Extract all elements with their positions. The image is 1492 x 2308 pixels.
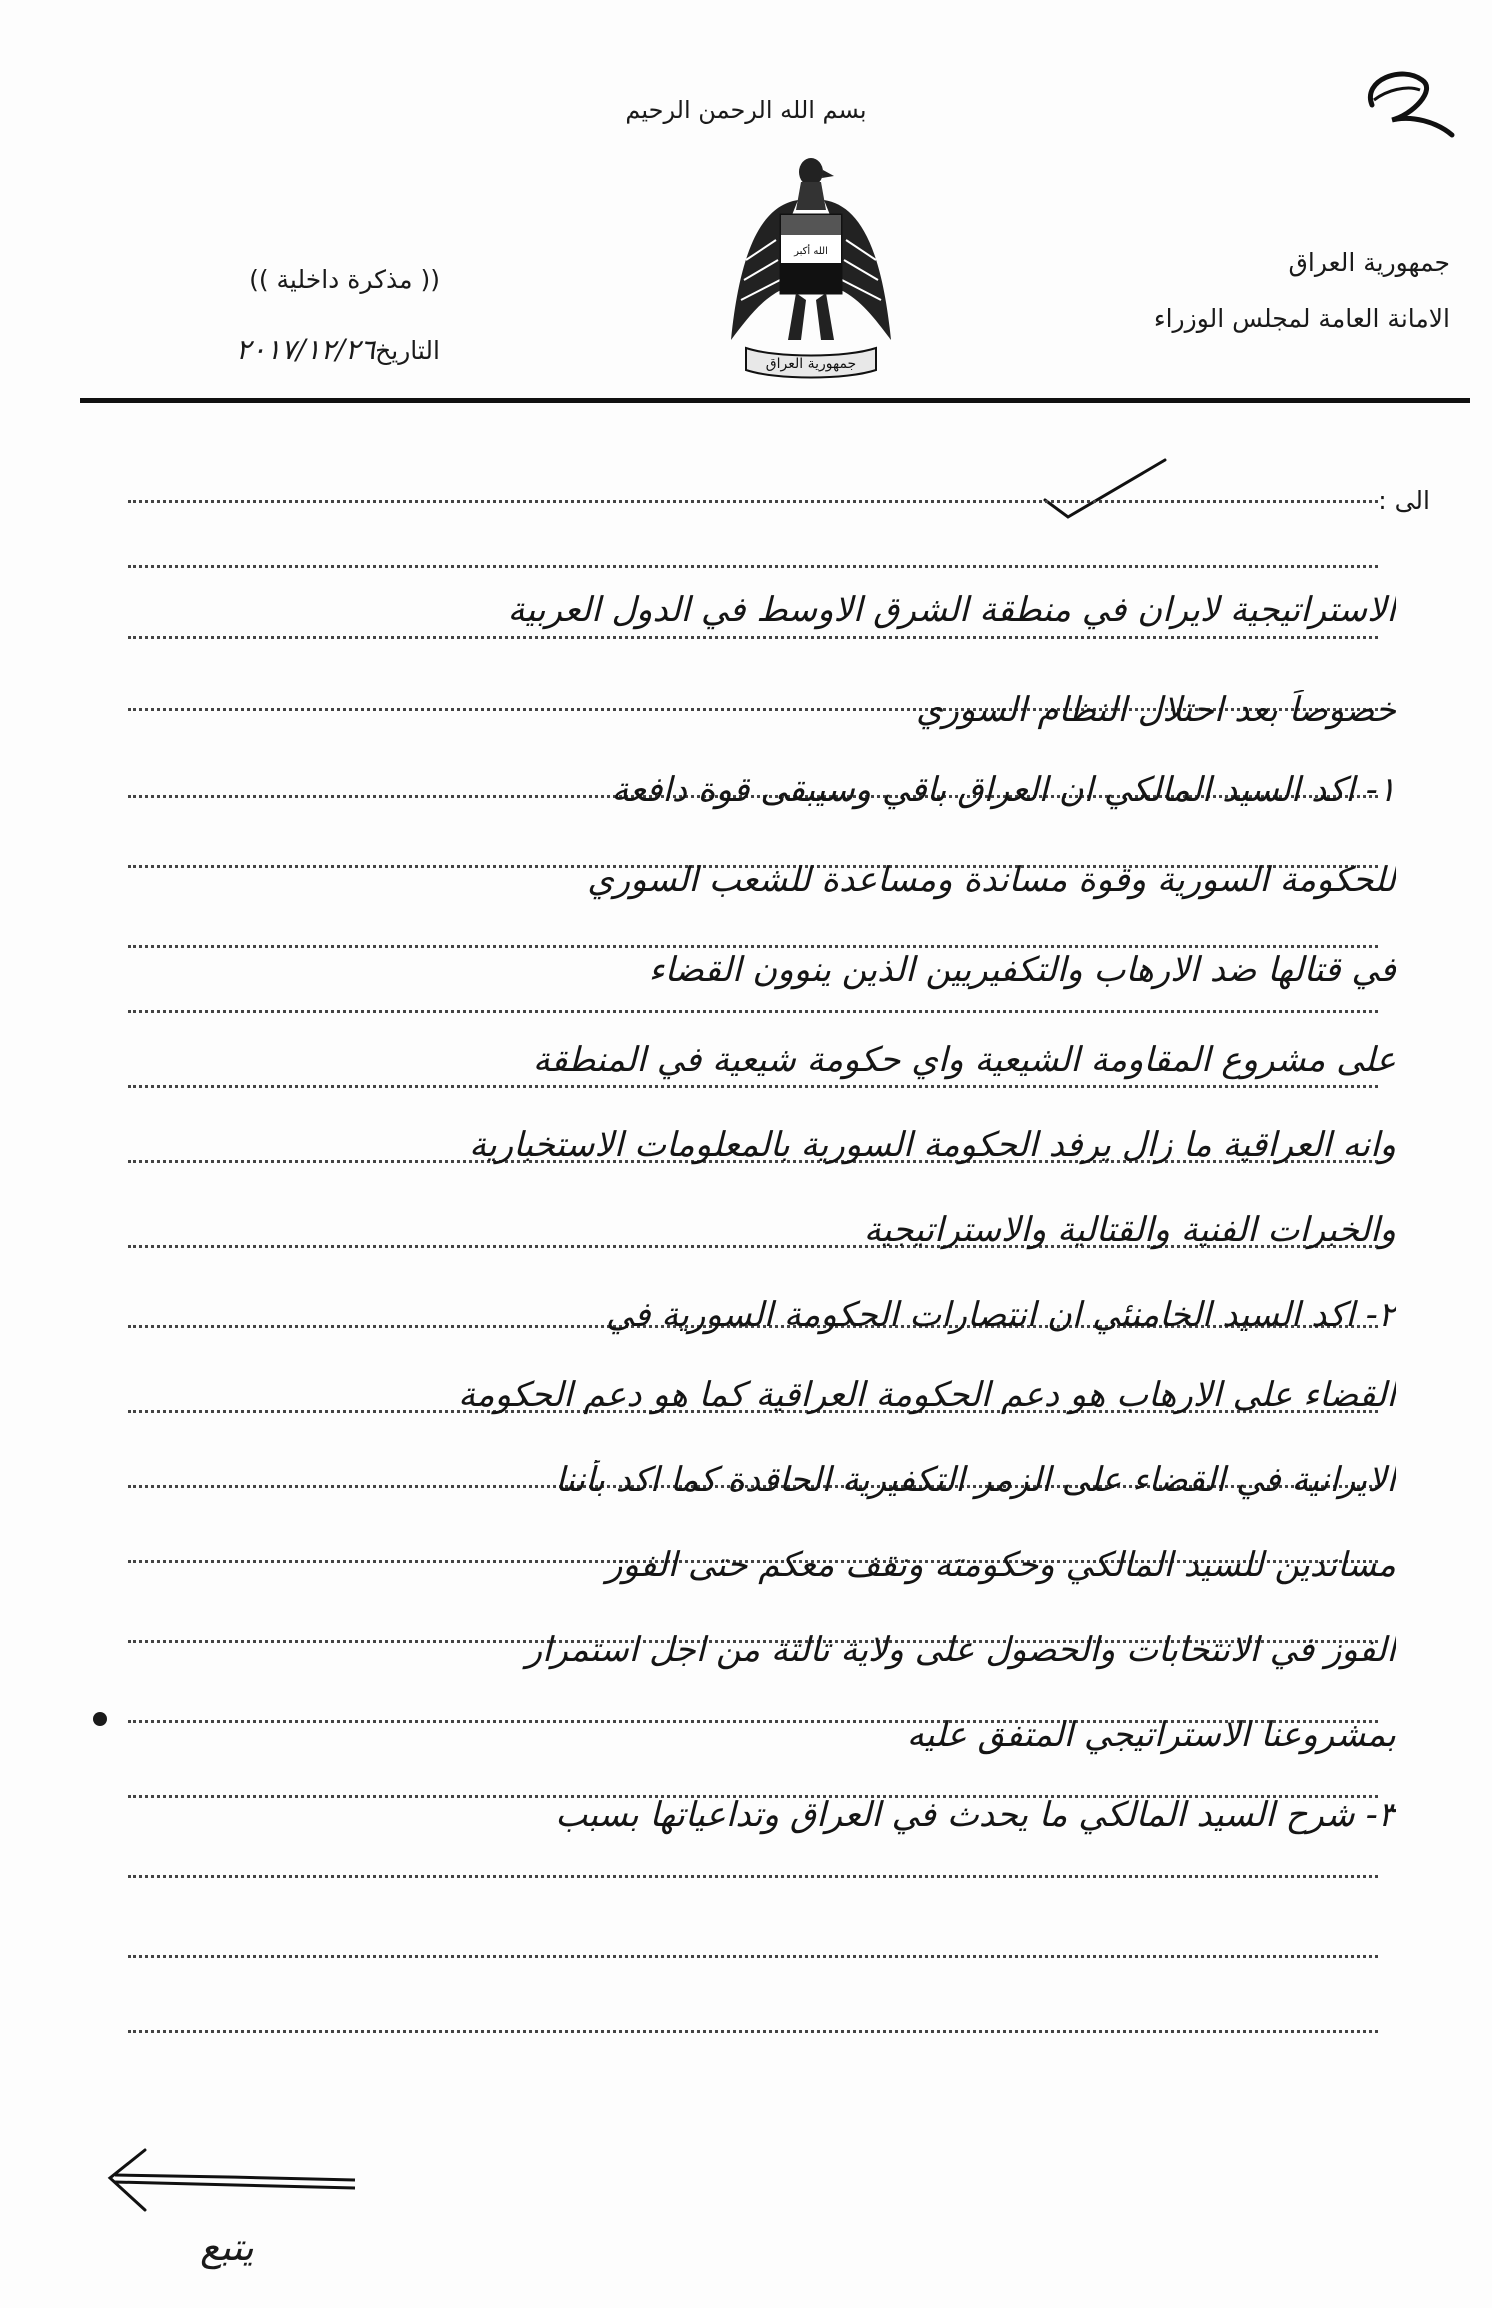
date-label: التاريخ (375, 336, 440, 365)
office-name: الامانة العامة لمجلس الوزراء (1153, 304, 1450, 333)
ruled-line (128, 1875, 1378, 1878)
handwritten-line: بمشروعنا الاستراتيجي المتفق عليه (906, 1715, 1396, 1755)
date-value: ٢٠١٧/١٢/٢٦ (235, 333, 376, 366)
handwritten-line: الاستراتيجية لايران في منطقة الشرق الاوسط في الدول العربية (507, 590, 1396, 630)
handwritten-line: ٢- اكد السيد الخامنئي ان انتصارات الحكومة السورية في (605, 1295, 1396, 1335)
ruled-line (128, 1955, 1378, 1958)
handwritten-line: والخبرات الفنية والقتالية والاستراتيجية (863, 1210, 1396, 1250)
handwritten-line: القضاء على الارهاب هو دعم الحكومة العراقية كما هو دعم الحكومة (458, 1375, 1396, 1415)
ruled-line (128, 565, 1378, 568)
handwritten-line: خصوصاً بعد احتلال النظام السوري (915, 690, 1396, 730)
emblem-scroll-text: جمهورية العراق (765, 356, 857, 372)
handwritten-line: في قتالها ضد الارهاب والتكفيريين الذين ينوون القضاء (648, 950, 1396, 990)
ruled-line (128, 945, 1378, 948)
handwritten-line: مساندين للسيد المالكي وحكومته ونقف معكم حتى الفوز (606, 1545, 1396, 1585)
handwritten-line: للحكومة السورية وقوة مساندة ومساعدة للشعب السوري (587, 860, 1396, 900)
ruled-line (128, 1085, 1378, 1088)
country-name: جمهورية العراق (1288, 248, 1450, 277)
handwritten-line: وانه العراقية ما زال يرفد الحكومة السورية بالمعلومات الاستخبارية (469, 1125, 1396, 1165)
ruled-line (128, 636, 1378, 639)
basmala: بسم الله الرحمن الرحيم (625, 96, 867, 124)
handwritten-line: ١- اكد السيد المالكي ان العراق باقي وسيبقى قوة دافعة (611, 770, 1396, 810)
emblem-flag-text: الله أكبر (794, 246, 828, 257)
handwritten-line: ٣- شرح السيد المالكي ما يحدث في العراق وتداعياتها بسبب (555, 1795, 1396, 1835)
margin-dot (93, 1712, 107, 1726)
ruled-line (128, 1010, 1378, 1013)
handwritten-line: على مشروع المقاومة الشيعية واي حكومة شيعية في المنطقة (532, 1040, 1396, 1080)
memo-type: (( مذكرة داخلية )) (249, 265, 440, 294)
addressee-label: الى : (1378, 486, 1430, 515)
handwritten-line: الفوز في الانتخابات والحصول على ولاية ثالثة من اجل استمرار (525, 1630, 1396, 1670)
ruled-line (128, 2030, 1378, 2033)
ruled-line (128, 500, 1378, 503)
follows-note: يتبع (200, 2225, 254, 2269)
handwritten-line: الايرانية في القضاء على الزمر التكفيرية الحاقدة كما اكد بأننا (555, 1460, 1396, 1500)
